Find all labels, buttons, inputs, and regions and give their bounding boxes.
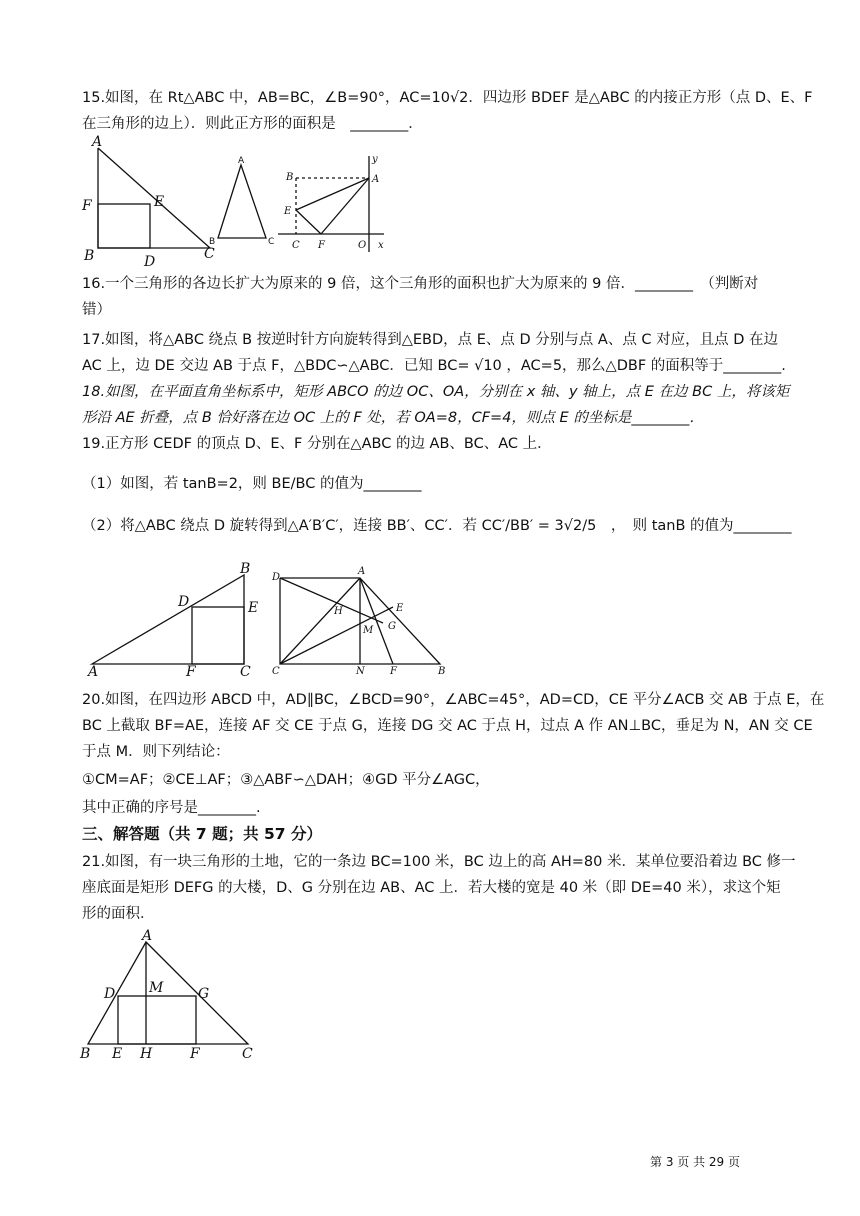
q20-line4: ①CM=AF；②CE⊥AF；③△ABF∽△DAH；④GD 平分∠AGC， [82,772,490,788]
q19-part2: （2）将△ABC 绕点 D 旋转得到△A′B′C′，连接 BB′、CC′．若 CC′/BB′ = 3√2/5 ， 则 tanB 的值为________ [82,518,792,534]
q21-figure [78,926,268,1066]
label-F: F [190,1046,200,1062]
label-H: H [140,1046,153,1062]
q15-fig2-isosceles-triangle [209,156,274,247]
q19-part1: （1）如图，若 tanB=2，则 BE/BC 的值为________ [82,476,422,492]
q15-fig1-triangle-square [81,134,215,270]
label-B: B [80,1046,91,1062]
label-B: B [209,237,216,247]
label-C: C [268,237,275,247]
label-G: G [198,986,210,1002]
label-B: B [84,248,95,264]
q15-line1: 15.如图，在 Rt△ABC 中，AB=BC，∠B=90°，AC=10√2．四边形 BDEF 是△ABC 的内接正方形（点 D、E、F [82,90,813,106]
label-A: A [88,664,99,680]
label-E: E [248,600,259,616]
q15-line2: 在三角形的边上）．则此正方形的面积是 ________． [82,116,423,132]
label-A: A [372,174,380,185]
q19-fig2-quadrilateral [271,566,445,677]
q16-line2: 错） [82,302,111,318]
q19-fig1-triangle-square [86,561,258,680]
q18-line2: 形沿 AE 折叠，点 B 恰好落在边 OC 上的 F 处，若 OA=8，CF=4，则点 E 的坐标是________． [82,410,704,426]
label-N: N [356,666,365,677]
page-number: 第 3 页 共 29 页 [650,1155,740,1169]
label-C: C [204,246,215,262]
label-E: E [284,206,292,217]
label-A: A [142,928,153,944]
label-B: B [438,666,446,677]
label-F: F [82,198,92,214]
label-A: A [358,566,366,577]
label-C: C [242,1046,253,1062]
label-D: D [178,594,190,610]
q21-line1: 21.如图，有一块三角形的土地，它的一条边 BC=100 米，BC 边上的高 AH=80 米．某单位要沿着边 BC 修一 [82,854,796,870]
label-H: H [334,606,343,617]
label-E: E [112,1046,123,1062]
label-B: B [240,561,251,577]
label-A: A [92,134,103,150]
label-A: A [238,156,245,166]
label-E: E [154,194,165,210]
label-B: B [286,172,294,183]
label-D: D [104,986,116,1002]
q15-figures [78,136,398,276]
q20-line2: BC 上截取 BF=AE，连接 AF 交 CE 于点 G，连接 DG 交 AC 于点 H，过点 A 作 AN⊥BC，垂足为 N，AN 交 CE [82,718,813,734]
q20-line3: 于点 M．则下列结论： [82,744,230,760]
section3-title: 三、解答题（共 7 题；共 57 分） [82,825,322,843]
label-D: D [144,254,156,270]
q21-line3: 形的面积． [82,906,155,922]
q20-line5: 其中正确的序号是________. [82,800,261,816]
q16-line1: 16.一个三角形的各边长扩大为原来的 9 倍，这个三角形的面积也扩大为原来的 9 倍．________ （判断对 [82,276,759,292]
label-C: C [240,664,251,680]
label-M: M [363,625,374,636]
label-C: C [272,666,280,677]
label-F: F [186,664,196,680]
q19-figures [78,560,458,680]
label-C: C [292,240,300,251]
label-E: E [396,603,404,614]
label-x: x [378,240,384,251]
label-G: G [388,621,396,632]
q18-line1: 18.如图，在平面直角坐标系中，矩形 ABCO 的边 OC、OA，分别在 x 轴、y 轴上，点 E 在边 BC 上，将该矩 [82,384,790,400]
q17-line1: 17.如图，将△ABC 绕点 B 按逆时针方向旋转得到△EBD，点 E、点 D 分别与点 A、点 C 对应，且点 D 在边 [82,332,779,348]
q21-line2: 座底面是矩形 DEFG 的大楼，D、G 分别在边 AB、AC 上．若大楼的宽是 40 米（即 DE=40 米），求这个矩 [82,880,781,896]
label-F: F [390,666,397,677]
label-F: F [318,240,325,251]
label-M: M [149,980,164,996]
label-y: y [372,154,378,165]
label-D: D [272,572,281,583]
q15-fig3-coordinate-fold [278,154,384,252]
q19-line1: 19.正方形 CEDF 的顶点 D、E、F 分别在△ABC 的边 AB、BC、AC 上． [82,436,552,452]
q17-line2: AC 上，边 DE 交边 AB 于点 F，△BDC∽△ABC．已知 BC= √10 ，AC=5，那么△DBF 的面积等于________. [82,358,786,374]
q20-line1: 20.如图，在四边形 ABCD 中，AD∥BC，∠BCD=90°，∠ABC=45°，AD=CD，CE 平分∠ACB 交 AB 于点 E，在 [82,692,825,708]
label-O: O [358,240,367,251]
